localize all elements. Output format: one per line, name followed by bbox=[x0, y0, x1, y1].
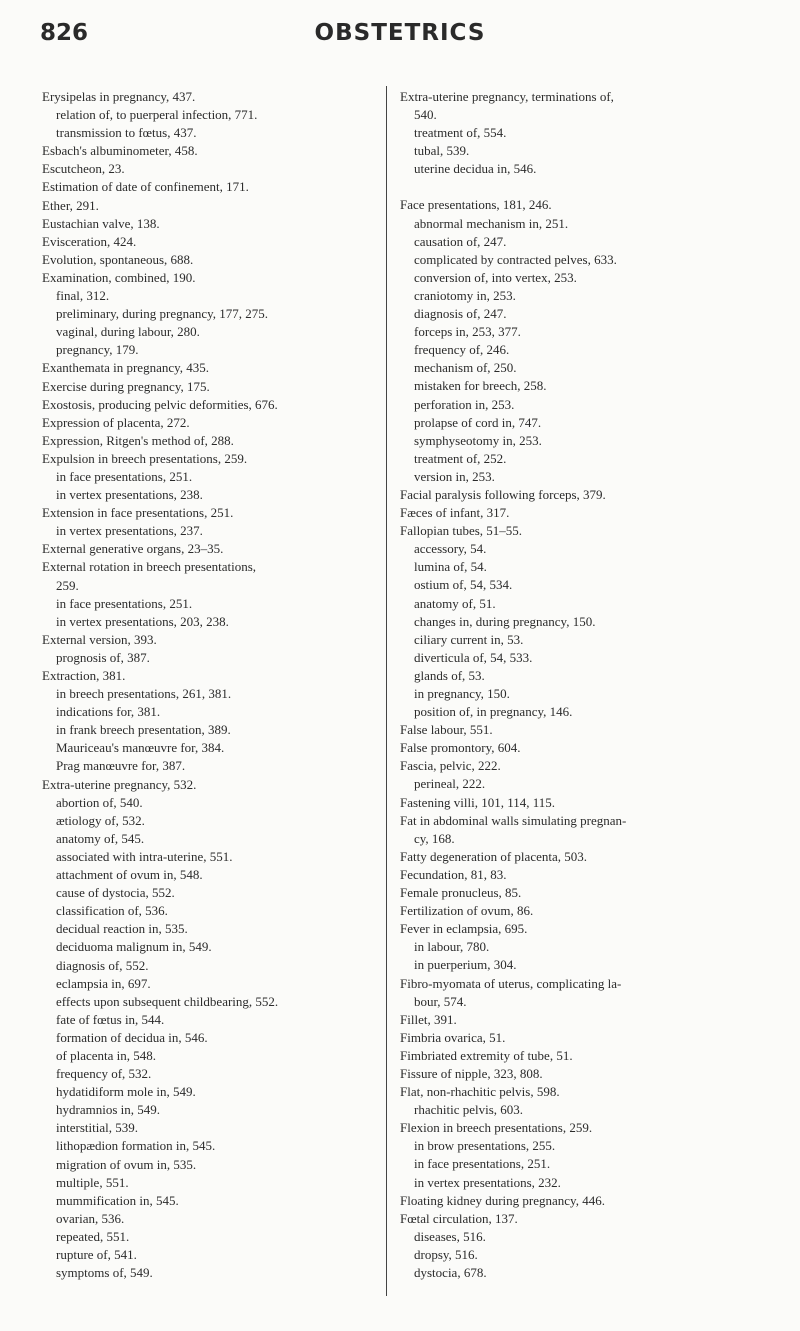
index-subentry: in labour, 780. bbox=[414, 939, 490, 955]
index-subentry: Mauriceau's manœuvre for, 384. bbox=[56, 740, 225, 756]
index-entry: Fœtal circulation, 137. bbox=[400, 1210, 518, 1226]
page-title: OBSTETRICS bbox=[314, 20, 486, 46]
index-subentry: treatment of, 554. bbox=[414, 125, 507, 141]
index-subentry: mummification in, 545. bbox=[56, 1192, 179, 1208]
index-entry: Flat, non-rhachitic pelvis, 598. bbox=[400, 1084, 560, 1100]
column-divider bbox=[386, 86, 387, 1296]
index-entry: False labour, 551. bbox=[400, 722, 493, 738]
index-entry: Fecundation, 81, 83. bbox=[400, 866, 507, 882]
index-column-right bbox=[400, 88, 745, 1282]
index-subentry: in face presentations, 251. bbox=[414, 1156, 551, 1172]
index-entry: External generative organs, 23–35. bbox=[42, 541, 224, 557]
index-subentry: perineal, 222. bbox=[414, 776, 486, 792]
index-subentry: ætiology of, 532. bbox=[56, 812, 145, 828]
index-entry: Fat in abdominal walls simulating pregnan- bbox=[400, 812, 627, 828]
index-subentry: in vertex presentations, 238. bbox=[56, 487, 203, 503]
index-subentry: mechanism of, 250. bbox=[414, 360, 517, 376]
index-entry: Extraction, 381. bbox=[42, 668, 126, 683]
index-subentry: migration of ovum in, 535. bbox=[56, 1156, 197, 1172]
index-entry: Floating kidney during pregnancy, 446. bbox=[400, 1192, 605, 1208]
index-subentry: anatomy of, 51. bbox=[414, 595, 496, 611]
index-subentry: diverticula of, 54, 533. bbox=[414, 649, 533, 665]
index-subentry: pregnancy, 179. bbox=[56, 342, 139, 358]
index-column-left bbox=[42, 88, 377, 1282]
index-subentry: causation of, 247. bbox=[414, 233, 507, 249]
index-subentry: preliminary, during pregnancy, 177, 275. bbox=[56, 306, 269, 322]
index-entry: Fibro-myomata of uterus, complicating la- bbox=[400, 975, 622, 991]
index-entry: Female pronucleus, 85. bbox=[400, 885, 522, 901]
index-entry: Expulsion in breech presentations, 259. bbox=[42, 450, 248, 466]
index-subentry: repeated, 551. bbox=[56, 1228, 130, 1244]
index-subentry: dropsy, 516. bbox=[414, 1246, 478, 1262]
index-entry: Escutcheon, 23. bbox=[42, 161, 125, 177]
index-entry: Fallopian tubes, 51–55. bbox=[400, 523, 523, 539]
index-subentry: in face presentations, 251. bbox=[56, 595, 193, 611]
index-subentry: Prag manœuvre for, 387. bbox=[56, 758, 186, 774]
index-subentry: in frank breech presentation, 389. bbox=[56, 722, 231, 738]
index-entry: Ether, 291. bbox=[42, 197, 99, 213]
index-subentry: dystocia, 678. bbox=[414, 1265, 487, 1280]
index-subentry: anatomy of, 545. bbox=[56, 830, 145, 846]
index-entry: Fissure of nipple, 323, 808. bbox=[400, 1065, 543, 1081]
index-subentry: tubal, 539. bbox=[414, 143, 470, 159]
index-subentry: indications for, 381. bbox=[56, 704, 161, 720]
index-subentry: in breech presentations, 261, 381. bbox=[56, 686, 232, 702]
index-subentry: of placenta in, 548. bbox=[56, 1047, 156, 1063]
index-subentry: ciliary current in, 53. bbox=[414, 631, 524, 647]
index-subentry: classification of, 536. bbox=[56, 903, 168, 919]
index-subentry: accessory, 54. bbox=[414, 541, 487, 557]
index-subentry: prolapse of cord in, 747. bbox=[414, 414, 542, 430]
index-entry: Fertilization of ovum, 86. bbox=[400, 903, 534, 919]
index-subentry: ostium of, 54, 534. bbox=[414, 577, 513, 593]
index-subentry: interstitial, 539. bbox=[56, 1120, 138, 1136]
index-subentry: lumina of, 54. bbox=[414, 559, 487, 575]
index-entry: Expression of placenta, 272. bbox=[42, 414, 190, 430]
index-subentry: diseases, 516. bbox=[414, 1228, 486, 1244]
index-subentry: conversion of, into vertex, 253. bbox=[414, 269, 577, 285]
index-entry: Extra-uterine pregnancy, 532. bbox=[42, 776, 197, 792]
index-subentry: abnormal mechanism in, 251. bbox=[414, 215, 569, 231]
index-entry: Fascia, pelvic, 222. bbox=[400, 758, 501, 774]
index-subentry: in pregnancy, 150. bbox=[414, 686, 510, 701]
index-entry: Exercise during pregnancy, 175. bbox=[42, 378, 210, 394]
index-subentry: perforation in, 253. bbox=[414, 396, 515, 412]
index-entry: Fever in eclampsia, 695. bbox=[400, 921, 528, 937]
index-entry: Erysipelas in pregnancy, 437. bbox=[42, 89, 196, 104]
index-subentry: hydatidiform mole in, 549. bbox=[56, 1084, 196, 1100]
index-entry: External version, 393. bbox=[42, 631, 157, 647]
index-subentry: formation of decidua in, 546. bbox=[56, 1029, 208, 1045]
index-subentry: diagnosis of, 247. bbox=[414, 306, 507, 322]
index-entry: Eustachian valve, 138. bbox=[42, 215, 160, 231]
index-entry: Fimbriated extremity of tube, 51. bbox=[400, 1047, 573, 1063]
index-subentry: version in, 253. bbox=[414, 468, 495, 484]
index-subentry: lithopædion formation in, 545. bbox=[56, 1138, 216, 1154]
index-subentry: associated with intra-uterine, 551. bbox=[56, 848, 233, 864]
index-entry: Esbach's albuminometer, 458. bbox=[42, 143, 198, 159]
index-entry: Extra-uterine pregnancy, terminations of, bbox=[400, 89, 614, 104]
running-header bbox=[0, 20, 800, 60]
page-number: 826 bbox=[40, 20, 89, 46]
index-subentry: final, 312. bbox=[56, 288, 110, 304]
index-entry: Fastening villi, 101, 114, 115. bbox=[400, 794, 556, 810]
index-entry: Face presentations, 181, 246. bbox=[400, 197, 552, 213]
index-subentry: treatment of, 252. bbox=[414, 450, 507, 466]
index-subentry: attachment of ovum in, 548. bbox=[56, 867, 203, 883]
index-subentry: fate of fœtus in, 544. bbox=[56, 1011, 165, 1027]
index-subentry: changes in, during pregnancy, 150. bbox=[414, 613, 596, 629]
index-subentry: craniotomy in, 253. bbox=[414, 287, 516, 303]
index-entry: Exanthemata in pregnancy, 435. bbox=[42, 360, 210, 376]
index-subentry: glands of, 53. bbox=[414, 667, 485, 683]
index-subentry: bour, 574. bbox=[414, 993, 467, 1009]
index-subentry: abortion of, 540. bbox=[56, 794, 143, 810]
index-entry: Examination, combined, 190. bbox=[42, 269, 196, 285]
index-entry: Facial paralysis following forceps, 379. bbox=[400, 486, 606, 502]
index-gap bbox=[400, 178, 745, 196]
index-subentry: rhachitic pelvis, 603. bbox=[414, 1102, 524, 1118]
index-subentry: multiple, 551. bbox=[56, 1174, 129, 1190]
index-subentry: in puerperium, 304. bbox=[414, 957, 517, 973]
index-subentry: mistaken for breech, 258. bbox=[414, 378, 547, 394]
index-entry: Evisceration, 424. bbox=[42, 233, 137, 249]
index-entry: Expression, Ritgen's method of, 288. bbox=[42, 432, 234, 448]
index-subentry: symphyseotomy in, 253. bbox=[414, 432, 542, 448]
index-entry: Flexion in breech presentations, 259. bbox=[400, 1120, 593, 1136]
index-entry: External rotation in breech presentations, bbox=[42, 559, 257, 575]
index-subentry: in face presentations, 251. bbox=[56, 468, 193, 484]
index-subentry: symptoms of, 549. bbox=[56, 1265, 153, 1281]
index-entry: Extension in face presentations, 251. bbox=[42, 505, 234, 521]
index-subentry: in vertex presentations, 237. bbox=[56, 523, 203, 539]
index-subentry: relation of, to puerperal infection, 771. bbox=[56, 107, 258, 123]
index-subentry: frequency of, 532. bbox=[56, 1066, 152, 1082]
index-entry: Exostosis, producing pelvic deformities, 676. bbox=[42, 396, 278, 412]
index-subentry: 540. bbox=[414, 107, 437, 123]
index-subentry: ovarian, 536. bbox=[56, 1210, 125, 1226]
index-entry: False promontory, 604. bbox=[400, 740, 521, 756]
index-subentry: complicated by contracted pelves, 633. bbox=[414, 251, 617, 267]
index-subentry: cy, 168. bbox=[414, 830, 455, 846]
index-subentry: 259. bbox=[56, 577, 79, 593]
index-subentry: eclampsia in, 697. bbox=[56, 975, 151, 991]
index-subentry: effects upon subsequent childbearing, 552. bbox=[56, 993, 279, 1009]
index-subentry: diagnosis of, 552. bbox=[56, 957, 149, 973]
index-subentry: deciduoma malignum in, 549. bbox=[56, 939, 212, 955]
index-subentry: in vertex presentations, 232. bbox=[414, 1174, 561, 1190]
index-subentry: decidual reaction in, 535. bbox=[56, 921, 188, 937]
index-subentry: vaginal, during labour, 280. bbox=[56, 324, 200, 340]
index-entry: Fæces of infant, 317. bbox=[400, 505, 510, 521]
index-entry: Fimbria ovarica, 51. bbox=[400, 1029, 506, 1045]
index-entry: Fillet, 391. bbox=[400, 1011, 457, 1027]
index-entry: Fatty degeneration of placenta, 503. bbox=[400, 848, 587, 864]
index-subentry: prognosis of, 387. bbox=[56, 649, 150, 665]
index-subentry: frequency of, 246. bbox=[414, 342, 510, 358]
index-subentry: uterine decidua in, 546. bbox=[414, 161, 537, 177]
index-subentry: in brow presentations, 255. bbox=[414, 1138, 556, 1154]
index-subentry: forceps in, 253, 377. bbox=[414, 324, 521, 340]
index-subentry: position of, in pregnancy, 146. bbox=[414, 704, 573, 720]
index-entry: Estimation of date of confinement, 171. bbox=[42, 179, 249, 195]
index-subentry: in vertex presentations, 203, 238. bbox=[56, 613, 229, 629]
index-subentry: transmission to fœtus, 437. bbox=[56, 125, 197, 141]
index-subentry: hydramnios in, 549. bbox=[56, 1102, 160, 1118]
index-subentry: cause of dystocia, 552. bbox=[56, 885, 175, 901]
index-subentry: rupture of, 541. bbox=[56, 1247, 137, 1262]
index-entry: Evolution, spontaneous, 688. bbox=[42, 251, 194, 267]
